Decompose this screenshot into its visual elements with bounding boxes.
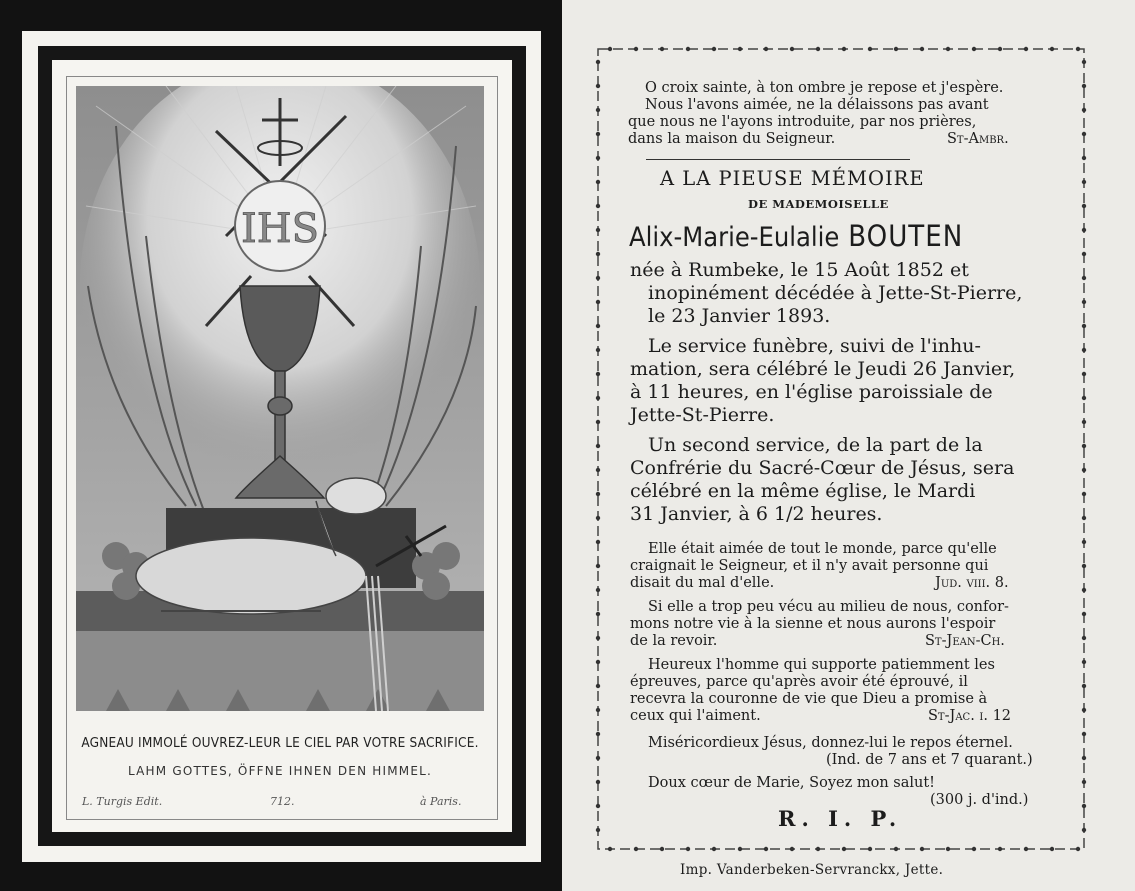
border-ornament	[1082, 60, 1086, 64]
border-ornament	[1082, 516, 1086, 520]
service2-line-4: 31 Janvier, à 6 1/2 heures.	[630, 503, 883, 525]
border-ornament	[1082, 276, 1086, 280]
ihs-monogram: IHS	[240, 206, 320, 252]
border-ornament	[1082, 828, 1086, 832]
border-ornament	[1082, 252, 1086, 256]
border-ornament	[596, 804, 600, 808]
border-ornament	[842, 847, 846, 851]
border-ornament	[596, 540, 600, 544]
border-ornament	[596, 588, 600, 592]
border-ornament	[596, 60, 600, 64]
border-ornament	[596, 420, 600, 424]
border-ornament	[596, 276, 600, 280]
border-ornament	[1082, 612, 1086, 616]
birth-line-3: le 23 Janvier 1893.	[648, 305, 831, 327]
epigraph-line-3: que nous ne l'ayons introduite, par nos prières,	[628, 114, 977, 130]
border-ornament	[634, 47, 638, 51]
border-ornament	[712, 47, 716, 51]
border-ornament	[686, 847, 690, 851]
epigraph-line-1: O croix sainte, à ton ombre je repose et j'espère.	[645, 80, 1004, 96]
quote2-source: St-Jean-Ch.	[925, 633, 1005, 649]
border-ornament	[596, 780, 600, 784]
indulgence-jesus: (Ind. de 7 ans et 7 quarant.)	[826, 752, 1033, 768]
quote1-line-2: craignait le Seigneur, et il n'y avait personne qui	[630, 558, 989, 574]
border-ornament	[816, 47, 820, 51]
border-ornament	[596, 828, 600, 832]
indulgence-marie: (300 j. d'ind.)	[930, 792, 1029, 808]
border-ornament	[596, 348, 600, 352]
border-ornament	[596, 756, 600, 760]
border-ornament	[1082, 420, 1086, 424]
border-ornament	[1082, 756, 1086, 760]
border-ornament	[1050, 47, 1054, 51]
quote1-line-1: Elle était aimée de tout le monde, parce qu'elle	[648, 541, 997, 557]
border-ornament	[1082, 588, 1086, 592]
border-ornament	[660, 47, 664, 51]
service1-line-2: mation, sera célébré le Jeudi 26 Janvier,	[630, 358, 1016, 380]
border-ornament	[1082, 228, 1086, 232]
service2-line-1: Un second service, de la part de la	[648, 434, 983, 456]
border-ornament	[1024, 47, 1028, 51]
border-ornament	[1082, 180, 1086, 184]
border-ornament	[596, 180, 600, 184]
caption-french: AGNEAU IMMOLÉ OUVREZ-LEUR LE CIEL PAR VOTRE SACRIFICE.	[81, 735, 479, 751]
prayer-jesus: Miséricordieux Jésus, donnez-lui le repos éternel.	[648, 735, 1013, 751]
border-ornament	[816, 847, 820, 851]
border-ornament	[1050, 847, 1054, 851]
border-ornament	[790, 47, 794, 51]
service2-line-2: Confrérie du Sacré-Cœur de Jésus, sera	[630, 457, 1015, 479]
epigraph-source: St-Ambr.	[947, 131, 1009, 147]
divider-rule	[646, 159, 910, 160]
border-ornament	[972, 47, 976, 51]
quote3-line-1: Heureux l'homme qui supporte patiemment les	[648, 657, 995, 673]
border-ornament	[596, 660, 600, 664]
border-ornament	[842, 47, 846, 51]
memorial-subheading: DE MADEMOISELLE	[748, 197, 889, 211]
border-ornament	[1076, 847, 1080, 851]
memorial-heading: A LA PIEUSE MÉMOIRE	[660, 167, 925, 190]
border-ornament	[1082, 156, 1086, 160]
service1-line-1: Le service funèbre, suivi de l'inhu-	[648, 335, 981, 357]
border-ornament	[1076, 47, 1080, 51]
border-ornament	[1082, 540, 1086, 544]
border-ornament	[596, 228, 600, 232]
border-ornament	[712, 847, 716, 851]
border-ornament	[608, 47, 612, 51]
border-ornament	[1082, 660, 1086, 664]
border-ornament	[596, 516, 600, 520]
border-ornament	[894, 847, 898, 851]
quote3-line-3: recevra la couronne de vie que Dieu a promise à	[630, 691, 988, 707]
border-ornament	[868, 47, 872, 51]
birth-line-2: inopinément décédée à Jette-St-Pierre,	[648, 282, 1023, 304]
rip-text: R. I. P.	[778, 806, 903, 831]
border-ornament	[596, 612, 600, 616]
border-ornament	[596, 732, 600, 736]
border-ornament	[596, 108, 600, 112]
border-ornament	[1082, 468, 1086, 472]
border-ornament	[596, 492, 600, 496]
border-ornament	[1082, 108, 1086, 112]
border-ornament	[1082, 204, 1086, 208]
border-ornament	[596, 396, 600, 400]
border-ornament	[1082, 732, 1086, 736]
border-ornament	[1024, 847, 1028, 851]
border-ornament	[686, 47, 690, 51]
border-ornament	[1082, 348, 1086, 352]
epigraph-line-4: dans la maison du Seigneur.	[628, 131, 836, 147]
border-ornament	[1082, 636, 1086, 640]
border-ornament	[894, 47, 898, 51]
border-ornament	[660, 847, 664, 851]
border-ornament	[1082, 780, 1086, 784]
quote1-source: Jud. viii. 8.	[935, 575, 1009, 591]
border-ornament	[1082, 492, 1086, 496]
border-ornament	[596, 636, 600, 640]
border-ornament	[1082, 84, 1086, 88]
border-ornament	[596, 684, 600, 688]
deceased-surname: BOUTEN	[848, 219, 964, 253]
border-ornament	[596, 300, 600, 304]
border-ornament	[1082, 684, 1086, 688]
border-ornament	[764, 47, 768, 51]
border-ornament	[764, 847, 768, 851]
quote2-line-3: de la revoir.	[630, 633, 718, 649]
border-ornament	[972, 847, 976, 851]
birth-line-1: née à Rumbeke, le 15 Août 1852 et	[630, 259, 969, 281]
border-ornament	[1082, 372, 1086, 376]
border-ornament	[920, 847, 924, 851]
border-ornament	[1082, 804, 1086, 808]
border-ornament	[1082, 564, 1086, 568]
border-ornament	[1082, 132, 1086, 136]
border-ornament	[596, 132, 600, 136]
border-ornament	[596, 444, 600, 448]
border-ornament	[596, 468, 600, 472]
service1-line-4: Jette-St-Pierre.	[630, 404, 775, 426]
deceased-name	[629, 218, 963, 256]
place-imprint: à Paris.	[420, 795, 462, 808]
quote3-line-2: épreuves, parce qu'après avoir été éprouvé, il	[630, 674, 968, 690]
border-ornament	[790, 847, 794, 851]
border-ornament	[608, 847, 612, 851]
border-ornament	[920, 47, 924, 51]
quote2-line-1: Si elle a trop peu vécu au milieu de nous, confor-	[648, 599, 1009, 615]
epigraph-line-2: Nous l'avons aimée, ne la délaissons pas avant	[645, 97, 989, 113]
border-ornament	[596, 84, 600, 88]
service1-line-3: à 11 heures, en l'église paroissiale de	[630, 381, 993, 403]
border-ornament	[1082, 324, 1086, 328]
caption-german: LAHM GOTTES, ÖFFNE IHNEN DEN HIMMEL.	[127, 764, 433, 778]
border-ornament	[596, 252, 600, 256]
border-ornament	[1082, 708, 1086, 712]
border-ornament	[1082, 444, 1086, 448]
border-ornament	[998, 847, 1002, 851]
publisher-imprint: L. Turgis Edit.	[82, 795, 163, 808]
border-ornament	[596, 372, 600, 376]
plate-number: 712.	[270, 795, 295, 808]
quote2-line-2: mons notre vie à la sienne et nous aurons l'espoir	[630, 616, 996, 632]
border-ornament	[596, 708, 600, 712]
border-ornament	[596, 564, 600, 568]
border-ornament	[946, 847, 950, 851]
prayer-marie: Doux cœur de Marie, Soyez mon salut!	[648, 775, 935, 791]
border-ornament	[738, 47, 742, 51]
quote3-source: St-Jac. i. 12	[928, 708, 1012, 724]
border-ornament	[946, 47, 950, 51]
border-ornament	[868, 847, 872, 851]
service2-line-3: célébré en la même église, le Mardi	[630, 480, 976, 502]
border-ornament	[596, 324, 600, 328]
border-ornament	[998, 47, 1002, 51]
border-ornament	[738, 847, 742, 851]
quote3-line-4: ceux qui l'aiment.	[630, 708, 761, 724]
border-ornament	[634, 847, 638, 851]
quote1-line-3: disait du mal d'elle.	[630, 575, 775, 591]
border-ornament	[1082, 300, 1086, 304]
border-ornament	[596, 156, 600, 160]
deceased-first-names: Alix-Marie-Eulalie	[629, 222, 840, 253]
border-ornament	[1082, 396, 1086, 400]
border-ornament	[596, 204, 600, 208]
printer-credit: Imp. Vanderbeken-Servranckx, Jette.	[680, 862, 944, 878]
